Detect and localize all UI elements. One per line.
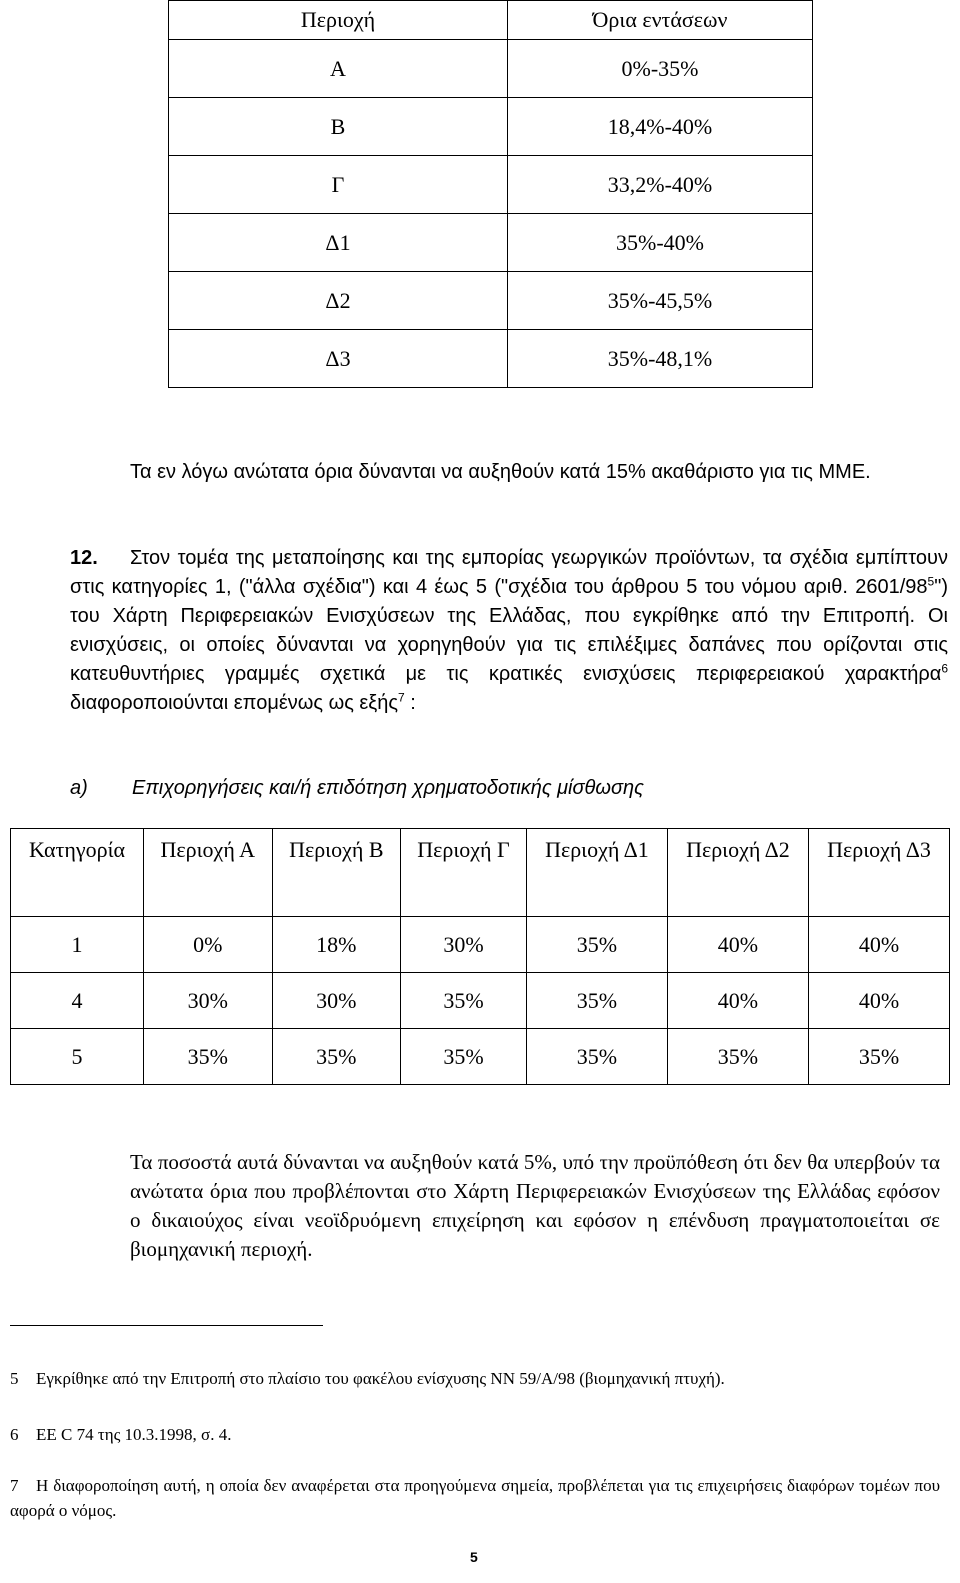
range-cell: 35%-45,5% [508,272,813,330]
bonus-paragraph: Τα ποσοστά αυτά δύνανται να αυξηθούν κατά 5%, υπό την προϋπόθεση ότι δεν θα υπερβούν τα ανώτατα όρια που προβλέπονται στο Χάρτη Περιφερειακών Ενισχύσεων της Ελλάδας εφόσον ο δικαιούχος είναι νεοϊδρυόμενη επιχείρηση και εφόσον η επένδυση πραγματοποιείται σε βιομηχανική περιοχή. [130,1150,940,1261]
table-row [169,40,813,98]
column-header: Περιοχή Δ3 [808,829,949,917]
footnote-6 [10,1422,940,1447]
region-cell: Γ [169,156,508,214]
column-header: Περιοχή Δ1 [526,829,667,917]
percentage-cell: 35% [526,973,667,1029]
paragraph-12-text-c: διαφοροποιούνται επομένως ως εξής [70,692,399,714]
paragraph-12-text-d: : [404,692,416,714]
table-row [169,272,813,330]
table-row [169,214,813,272]
column-header: Κατηγορία [11,829,144,917]
percentage-cell: 30% [144,973,273,1029]
range-cell: 35%-40% [508,214,813,272]
region-cell: Δ1 [169,214,508,272]
range-cell: 33,2%-40% [508,156,813,214]
table-row [169,156,813,214]
paragraph-12 [70,544,948,718]
footnote-ref-7: 7 [398,690,405,705]
region-cell: Α [169,40,508,98]
table-header-row [169,1,813,40]
aid-intensity-grid-table [10,828,950,1085]
footnote-5 [10,1366,940,1391]
table-header-row [11,829,950,917]
percentage-cell: 35% [526,1029,667,1085]
paragraph-12-text-a: Στον τομέα της μεταποίησης και της εμπορίας γεωργικών προϊόντων, τα σχέδια εμπίπτουν στις κατηγορίες 1, ("άλλα σχέδια") και 4 έως 5 ("σχέδια του άρθρου 5 του νόμου αριθ. 2601/98 [70,547,948,598]
percentage-cell: 18% [272,917,401,973]
column-header: Περιοχή Γ [401,829,527,917]
footnote-7 [10,1473,940,1523]
column-header: Περιοχή Α [144,829,273,917]
footnote-separator [10,1325,323,1326]
percentage-cell: 35% [401,1029,527,1085]
percentage-cell: 35% [272,1029,401,1085]
table-row [11,973,950,1029]
intensity-limits-table [168,0,813,388]
subheading-text: Επιχορηγήσεις και/ή επιδότηση χρηματοδοτικής μίσθωσης [132,777,644,799]
paragraph-number: 12. [70,547,98,569]
region-cell: Β [169,98,508,156]
range-cell: Όρια εντάσεων [508,1,813,40]
table-row [11,1029,950,1085]
percentage-cell: 40% [808,973,949,1029]
percentage-cell: 35% [808,1029,949,1085]
percentage-cell: 40% [667,917,808,973]
category-cell: 4 [11,973,144,1029]
column-header: Περιοχή Δ2 [667,829,808,917]
percentage-cell: 40% [667,973,808,1029]
percentage-cell: 40% [808,917,949,973]
footnote-ref-5: 5 [927,574,935,589]
region-cell: Δ2 [169,272,508,330]
footnote-text: ΕΕ C 74 της 10.3.1998, σ. 4. [36,1425,232,1444]
footnote-number: 7 [10,1476,19,1495]
footnote-number: 6 [10,1425,19,1444]
table-row [169,330,813,388]
footnote-text: Εγκρίθηκε από την Επιτροπή στο πλαίσιο του φακέλου ενίσχυσης ΝΝ 59/Α/98 (βιομηχανική πτυχή). [36,1369,725,1388]
subheading-label: a) [70,777,88,799]
footnote-ref-6: 6 [941,661,948,676]
range-cell: 35%-48,1% [508,330,813,388]
percentage-cell: 30% [272,973,401,1029]
percentage-cell: 35% [667,1029,808,1085]
sme-note: Τα εν λόγω ανώτατα όρια δύνανται να αυξηθούν κατά 15% ακαθάριστο για τις ΜΜΕ. [130,461,871,483]
range-cell: 0%-35% [508,40,813,98]
percentage-cell: 35% [526,917,667,973]
percentage-cell: 35% [144,1029,273,1085]
range-cell: 18,4%-40% [508,98,813,156]
region-cell: Δ3 [169,330,508,388]
region-cell: Περιοχή [169,1,508,40]
paragraph-12-text-b: ") του Χάρτη Περιφερειακών Ενισχύσεων της Ελλάδας, που εγκρίθηκε από την Επιτροπή. Οι ενισχύσεις, οι οποίες δύνανται να χορηγηθούν για τις επιλέξιμες δαπάνες που ορίζονται στις κατευθυντήριες γραμμές σχετικά με τις κρατικές ενισχύσεις περιφερειακού χαρακτήρα [70,576,948,685]
footnote-text: Η διαφοροποίηση αυτή, η οποία δεν αναφέρεται στα προηγούμενα σημεία, προβλέπεται για τις επιχειρήσεις διαφόρων τομέων που αφορά ο νόμος. [10,1476,940,1520]
table-row [11,917,950,973]
category-cell: 5 [11,1029,144,1085]
percentage-cell: 30% [401,917,527,973]
category-cell: 1 [11,917,144,973]
column-header: Περιοχή Β [272,829,401,917]
table-row [169,98,813,156]
percentage-cell: 0% [144,917,273,973]
percentage-cell: 35% [401,973,527,1029]
page-number: 5 [470,1549,478,1565]
footnote-number: 5 [10,1369,19,1388]
